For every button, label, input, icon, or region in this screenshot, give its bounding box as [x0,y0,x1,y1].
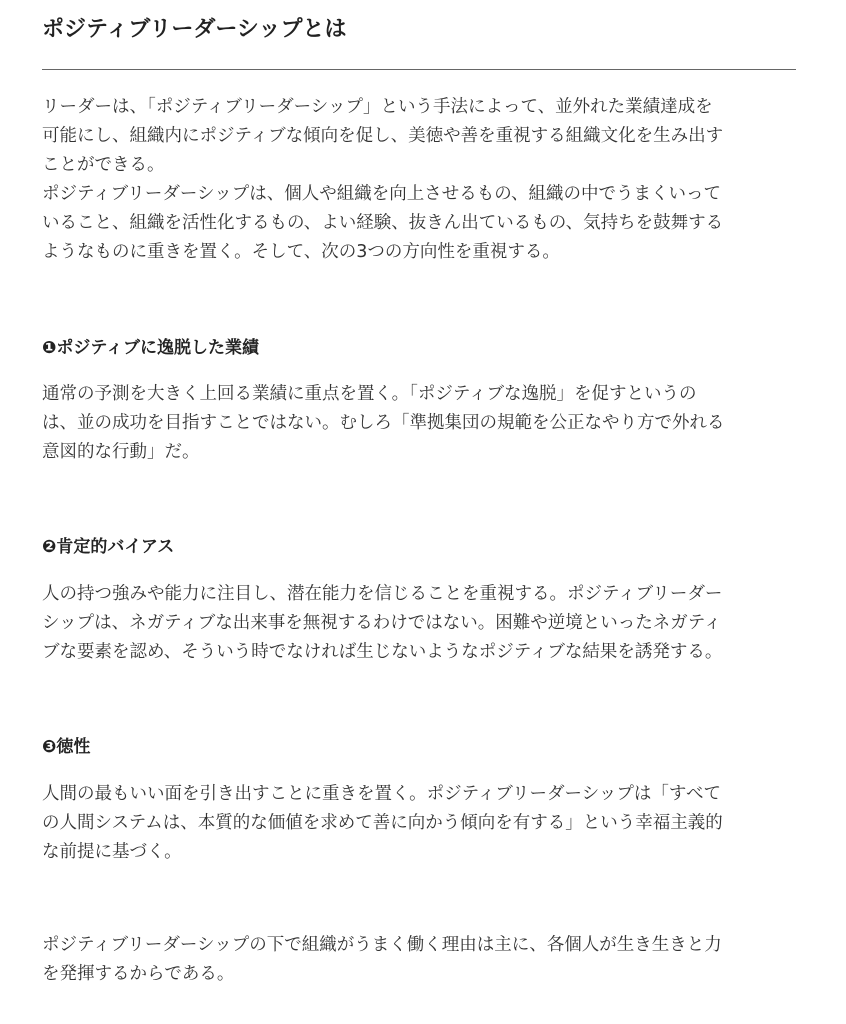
text-line: ことができる。 [42,155,165,175]
text-line: ポジティブリーダーシップの下で組織がうまく働く理由は主に、各個人が生き生きと力 [42,935,722,955]
closing-paragraph [42,931,798,989]
text-line: 意図的な行動」だ。 [42,442,200,462]
text-line: リーダーは、「ポジティブリーダーシップ」という手法によって、並外れた業績達成を [42,97,713,117]
text-line: 可能にし、組織内にポジティブな傾向を促し、美徳や善を重視する組織文化を生み出す [42,126,724,146]
section-heading-virtuousness: ❸徳性 [42,737,91,757]
page-title: ポジティブリーダーシップとは [42,17,347,42]
section-paragraph-positive-deviance [42,380,798,467]
intro-paragraph [42,93,798,267]
text-line: ポジティブリーダーシップは、個人や組織を向上させるもの、組織の中でうまくいって [42,184,721,204]
text-line: 人の持つ強みや能力に注目し、潜在能力を信じることを重視する。ポジティブリーダー [42,584,723,604]
text-line: 人間の最もいい面を引き出すことに重きを置く。ポジティブリーダーシップは「すべて [42,784,721,804]
text-line: な前提に基づく。 [42,842,182,862]
title-divider [42,69,796,70]
text-line: 通常の予測を大きく上回る業績に重点を置く。「ポジティブな逸脱」を促すというの [42,384,697,404]
section-heading-affirmative-bias: ❷肯定的バイアス [42,537,175,557]
text-line: を発揮するからである。 [42,964,235,984]
text-line: ブな要素を認め、そういう時でなければ生じないようなポジティブな結果を誘発する。 [42,642,723,662]
text-line: は、並の成功を目指すことではない。むしろ「準拠集団の規範を公正なやり方で外れる [42,413,725,433]
text-line: いること、組織を活性化するもの、よい経験、抜きん出ているもの、気持ちを鼓舞する [42,213,724,233]
section-paragraph-virtuousness [42,780,798,867]
text-line: ようなものに重きを置く。そして、次の3つの方向性を重視する。 [42,242,560,262]
section-paragraph-affirmative-bias [42,580,798,667]
text-line: の人間システムは、本質的な価値を求めて善に向かう傾向を有する」という幸福主義的 [42,813,723,833]
section-heading-positive-deviance: ❶ポジティブに逸脱した業績 [42,338,260,358]
text-line: シップは、ネガティブな出来事を無視するわけではない。困難や逆境といったネガティ [42,613,722,633]
